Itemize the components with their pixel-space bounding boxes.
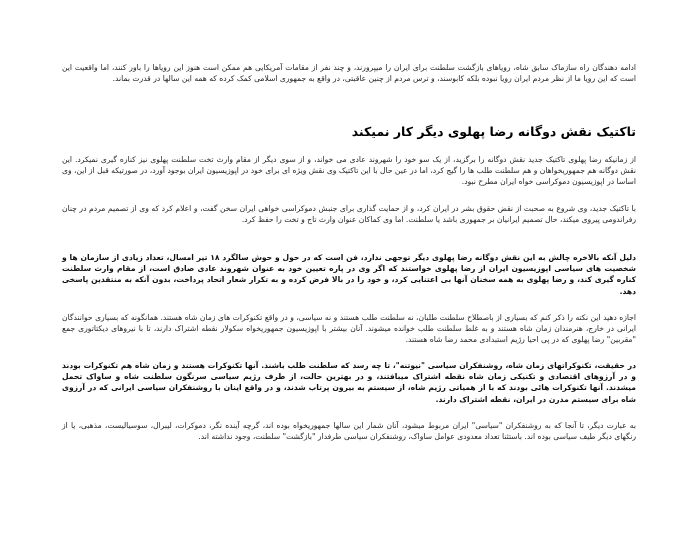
paragraph-4: اجازه دهید این نکته را ذکر کنم که بسیاری از باصطلاح سلطنت طلبان، نه سلطنت طلب هستند و نه سیاسی، و در واقع تکنوکرات های زمان شاه هستند. همانگونه که بسیاری حوانندگان ایرانی در خارج، هنرمندان زمان شاه هستند و به غلط سلطنت طلب خوانده میشوند. آنان بیشتر با اپوزیسیون جمهوریخواه سکولار نقطه اشتراک دارند، تا با نیروهای دیکتاتوری جمع "مقربین" رضا پهلوی که در پی احیا رژیم استبدادی محمد رضا شاه هستند. [62,313,636,345]
paragraph-1: از زمانیکه رضا پهلوی تاکتیک جدید نقش دوگانه را برگزید، از یک سو خود را شهروند عادی می خواند، و از سوی دیگر از مقام وارث تخت سلطنت پهلوی نیز کناره گیری نمیکرد. این نقش دوگانه هم جمهوریخواهان و هم سلطنت طلب ها را گیج کرد، اما در عین حال با این تاکتیک وی نقش ویژه ای برای خود در اپوزیسیون ایران بوجود آورد، در صورتیکه قبل از این، وی اساسا در اپوزیسیون دموکراسی خواه ایران مطرح نبود. [62,155,636,187]
paragraph-5: در حقیقت، تکنوکراتهای زمان شاه، روشنفکران سیاسی "نیوتنه"، تا چه رسد که سلطنت طلب باشند. آنها تکنوکرات هستند و زمان شاه هم تکنوکرات بودند و در آرزوهای اقتصادی و تکنیکی زمان شاه نقطه اشتراک میبافتند، و در بهترین حالت، از طرف رژیم سیاسی سرنگون سلطنت شاه و ساواک تحمل میشدند. آنها تکنوکرات هائی بودند که با از همیاتی رژیم شاه، از سیستم به بیرون پرتاب شدند، و در واقع اینان با روشنفکران سیاسی ایرانی که در آرزوی شاه برای سیستم مدرن در ایران، نقطه اشتراک دارند. [62,361,636,404]
section-heading: تاکتیک نقش دوگانه رضا پهلوی دیگر کار نمیکند [351,124,636,139]
paragraph-3: دلیل آنکه بالاخره چالش به این نقش دوگانه رضا پهلوی دیگر توجهی ندارد، فن است که در حول و حوش سالگرد ۱۸ تیر امسال، تعداد زیادی از سازمان ها و شخصیت های سیاسی اپوزیسیون ایران از رضا پهلوی خواستند که اگر وی در پاره تعیین خود به عنوان شهروند عادی صادق است، از مقام وارث سلطنت کناره گیری کند، و رضا پهلوی به همه سخنان آنها بی اعتنایی کرد، و خود را در بالا فرض کرده و به تکرار شعار اتحاد پرداخت، بدون آنکه به منتقدین پاسخی دهد. [62,253,636,296]
paragraph-6: به عبارت دیگر، تا آنجا که به روشنفکران "سیاسی" ایران مربوط میشود، آنان شمار این سالها جمهوریخواه بوده اند، گرچه آینده نگر، دموکرات، لیبرال، سوسیالیست، مذهبی، یا از رنگهای دیگر طیف سیاسی بوده اند. باستثنا تعداد معدودی عوامل ساواک، روشنفکران سیاسی طرفدار "بازگشت" سلطنت، وجود نداشته اند. [62,421,636,442]
intro-paragraph: ادامه دهندگان راه سازماک سابق شاه، رویاهای بازگشت سلطنت برای ایران را میپرورند، و چند نفر از مقامات آمریکایی هم ممکن است هنوز این رویاها را باور کنند، اما واقعیت این است که این رویا ما از نظر مردم ایران رویا نبوده بلکه کابوسند، و ترس مردم از چنین عاقبتی، در واقع به جمهوری اسلامی کمک کرده که همه این سالها در قدرت بماند. [62,63,636,84]
paragraph-2: با تاکتیک جدید، وی شروع به صحبت از نقض حقوق بشر در ایران کرد، و از حمایت گذاری برای جنبش دموکراسی خواهی ایران سخن گفت، و اعلام کرد که وی از تصمیم مردم در چنان رفراندومی پیروی میکند، حال تصمیم ایرانیان بر جمهوری باشد یا سلطنت. اما وی کماکان عنوان وارث تاج و تخت را حفظ کرد. [62,204,636,225]
document-page [62,0,636,540]
